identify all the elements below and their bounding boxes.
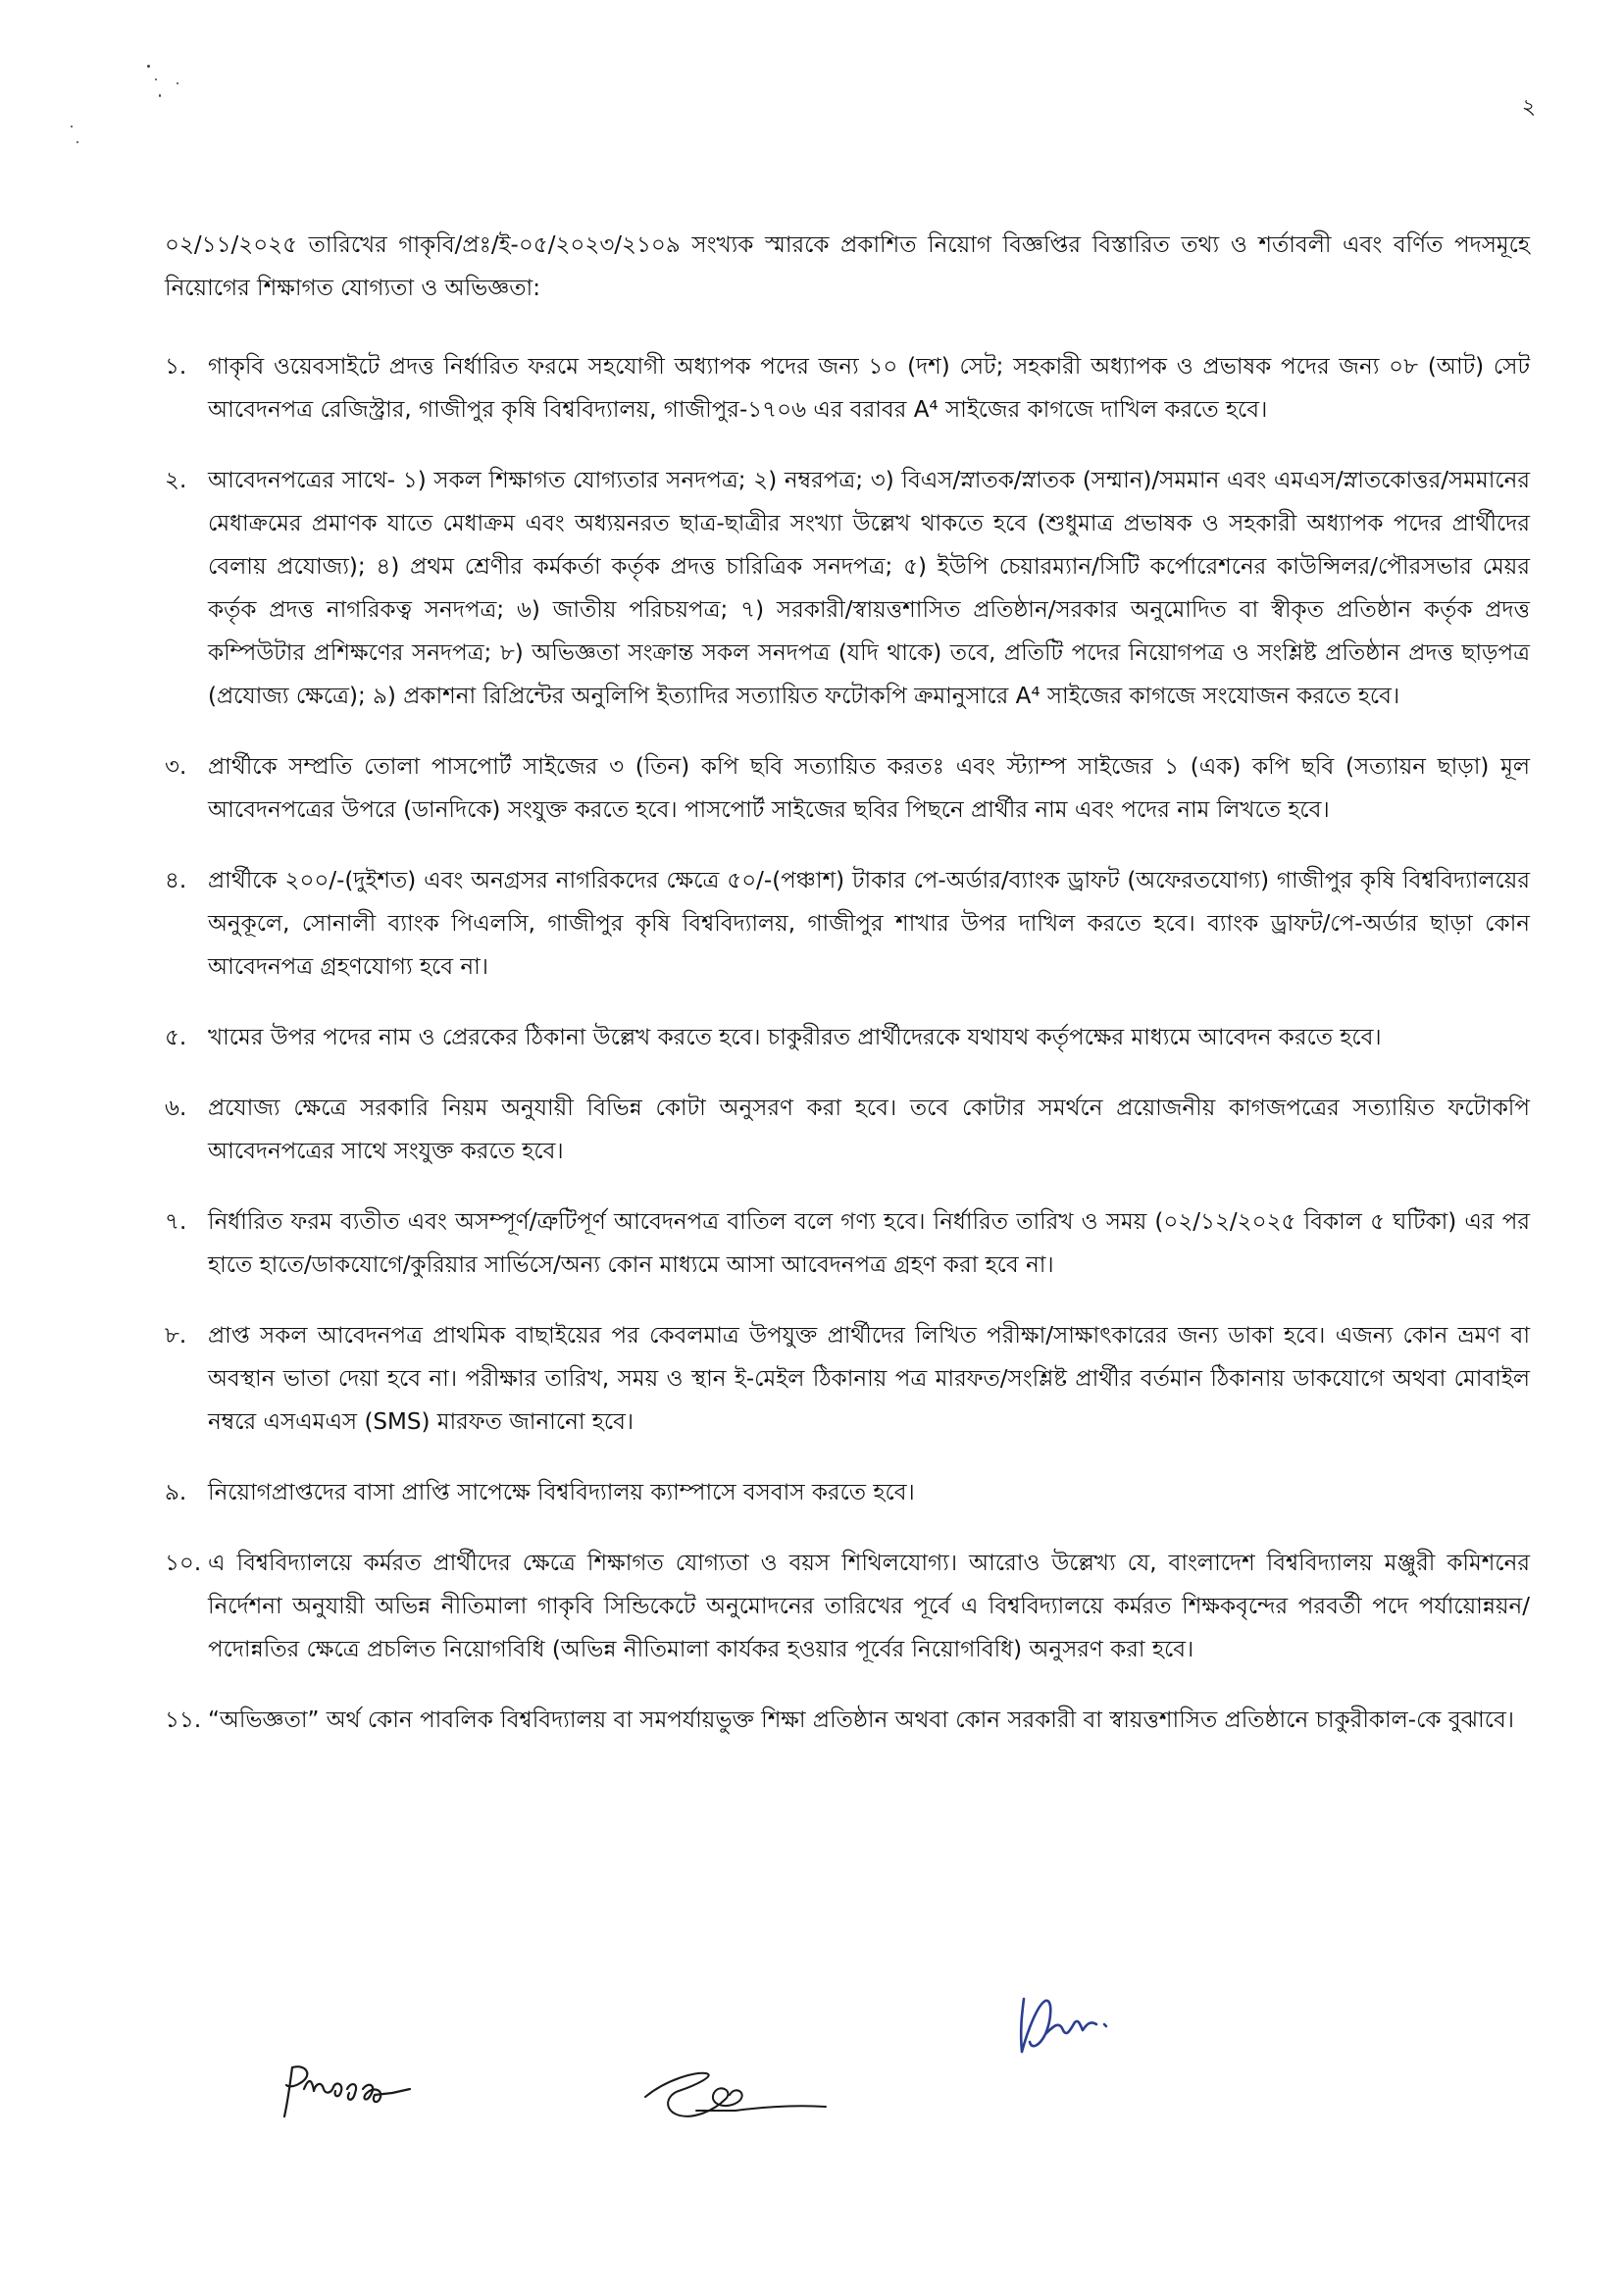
document-body <box>165 224 1530 1769</box>
list-item <box>165 345 1530 432</box>
item-number: ৬. <box>165 1096 187 1121</box>
list-item <box>165 745 1530 832</box>
item-text: “অভিজ্ঞতা” অর্থ কোন পাবলিক বিশ্ববিদ্যালয় বা সমপর্যায়ভুক্ত শিক্ষা প্রতিষ্ঠান অথবা কোন সরকারী বা স্বায়ত্তশাসিত প্রতিষ্ঠানে চাকুরীকাল-কে বুঝাবে। <box>208 1708 1514 1733</box>
scan-speck <box>159 94 161 97</box>
item-number: ৮. <box>165 1323 187 1349</box>
scan-speck <box>155 78 157 80</box>
item-text: প্রার্থীকে সম্প্রতি তোলা পাসপোর্ট সাইজের ৩ (তিন) কপি ছবি সত্যায়িত করতঃ এবং স্ট্যাম্প সাইজের ১ (এক) কপি ছবি (সত্যায়ন ছাড়া) মূল আবেদনপত্রের উপরে (ডানদিকে) সংযুক্ত করতে হবে। পাসপোর্ট সাইজের ছবির পিছনে প্রার্থীর নাম এবং পদের নাম লিখতে হবে। <box>208 754 1530 823</box>
list-item <box>165 859 1530 989</box>
item-number: ৯. <box>165 1480 187 1505</box>
list-item <box>165 1314 1530 1444</box>
signature-center <box>637 2050 834 2128</box>
item-number: ১. <box>165 354 187 380</box>
scan-speck <box>76 141 78 143</box>
list-item <box>165 1542 1530 1671</box>
item-text: প্রার্থীকে ২০০/-(দুইশত) এবং অনগ্রসর নাগরিকদের ক্ষেত্রে ৫০/-(পঞ্চাশ) টাকার পে-অর্ডার/ব্যাংক ড্রাফট (অফেরতযোগ্য) গাজীপুর কৃষি বিশ্ববিদ্যালয়ের অনুকূলে, সোনালী ব্যাংক পিএলসি, গাজীপুর কৃষি বিশ্ববিদ্যালয়, গাজীপুর শাখার উপর দাখিল করতে হবে। ব্যাংক ড্রাফট/পে-অর্ডার ছাড়া কোন আবেদনপত্র গ্রহণযোগ্য হবে না। <box>208 868 1530 980</box>
signature-right <box>1010 1991 1118 2069</box>
signature-left <box>275 2060 422 2128</box>
item-text: এ বিশ্ববিদ্যালয়ে কর্মরত প্রার্থীদের ক্ষেত্রে শিক্ষাগত যোগ্যতা ও বয়স শিথিলযোগ্য। আরোও উল্লেখ্য যে, বাংলাদেশ বিশ্ববিদ্যালয় মঞ্জুরী কমিশনের নির্দেশনা অনুযায়ী অভিন্ন নীতিমালা গাকৃবি সিন্ডিকেটে অনুমোদনের তারিখের পূর্বে এ বিশ্ববিদ্যালয়ে কর্মরত শিক্ষকবৃন্দের পরবর্তী পদে পর্যায়োন্নয়ন/পদোন্নতির ক্ষেত্রে প্রচলিত নিয়োগবিধি (অভিন্ন নীতিমালা কার্যকর হওয়ার পূর্বের নিয়োগবিধি) অনুসরণ করা হবে। <box>208 1551 1530 1662</box>
list-item <box>165 459 1530 718</box>
list-item <box>165 1087 1530 1173</box>
list-item <box>165 1016 1530 1059</box>
page-number: ২ <box>1521 95 1536 120</box>
signature-area <box>0 1962 1624 2177</box>
item-number: ৪. <box>165 868 187 893</box>
scan-speck <box>177 82 178 84</box>
item-number: ৭. <box>165 1209 187 1235</box>
list-item <box>165 1200 1530 1287</box>
item-number: ১০. <box>165 1551 202 1576</box>
item-number: ১১. <box>165 1708 202 1733</box>
item-text: নিয়োগপ্রাপ্তদের বাসা প্রাপ্তি সাপেক্ষে বিশ্ববিদ্যালয় ক্যাম্পাসে বসবাস করতে হবে। <box>208 1480 915 1505</box>
item-text: গাকৃবি ওয়েবসাইটে প্রদত্ত নির্ধারিত ফরমে সহযোগী অধ্যাপক পদের জন্য ১০ (দশ) সেট; সহকারী অধ্যাপক ও প্রভাষক পদের জন্য ০৮ (আট) সেট আবেদনপত্র রেজিস্ট্রার, গাজীপুর কৃষি বিশ্ববিদ্যালয়, গাজীপুর-১৭০৬ এর বরাবর A⁴ সাইজের কাগজে দাখিল করতে হবে। <box>208 354 1530 423</box>
item-text: আবেদনপত্রের সাথে- ১) সকল শিক্ষাগত যোগ্যতার সনদপত্র; ২) নম্বরপত্র; ৩) বিএস/স্নাতক/স্নাতক (সম্মান)/সমমান এবং এমএস/স্নাতকোত্তর/সমমানের মেধাক্রমের প্রমাণক যাতে মেধাক্রম এবং অধ্যয়নরত ছাত্র-ছাত্রীর সংখ্যা উল্লেখ থাকতে হবে (শুধুমাত্র প্রভাষক ও সহকারী অধ্যাপক পদের প্রার্থীদের বেলায় প্রযোজ্য); ৪) প্রথম শ্রেণীর কর্মকর্তা কর্তৃক প্রদত্ত চারিত্রিক সনদপত্র; ৫) ইউপি চেয়ারম্যান/সিটি কর্পোরেশনের কাউন্সিলর/পৌরসভার মেয়র কর্তৃক প্রদত্ত নাগরিকত্ব সনদপত্র; ৬) জাতীয় পরিচয়পত্র; ৭) সরকারী/স্বায়ত্তশাসিত প্রতিষ্ঠান/সরকার অনুমোদিত বা স্বীকৃত প্রতিষ্ঠান কর্তৃক প্রদত্ত কম্পিউটার প্রশিক্ষণের সনদপত্র; ৮) অভিজ্ঞতা সংক্রান্ত সকল সনদপত্র (যদি থাকে) তবে, প্রতিটি পদের নিয়োগপত্র ও সংশ্লিষ্ট প্রতিষ্ঠান প্রদত্ত ছাড়পত্র (প্রযোজ্য ক্ষেত্রে); ৯) প্রকাশনা রিপ্রিন্টের অনুলিপি ইত্যাদির সত্যায়িত ফটোকপি ক্রমানুসারে A⁴ সাইজের কাগজে সংযোজন করতে হবে। <box>208 468 1530 709</box>
list-item <box>165 1471 1530 1514</box>
item-number: ২. <box>165 468 187 493</box>
scan-speck <box>147 65 150 68</box>
item-text: প্রযোজ্য ক্ষেত্রে সরকারি নিয়ম অনুযায়ী বিভিন্ন কোটা অনুসরণ করা হবে। তবে কোটার সমর্থনে প্রয়োজনীয় কাগজপত্রের সত্যায়িত ফটোকপি আবেদনপত্রের সাথে সংযুক্ত করতে হবে। <box>208 1096 1530 1164</box>
item-text: প্রাপ্ত সকল আবেদনপত্র প্রাথমিক বাছাইয়ের পর কেবলমাত্র উপযুক্ত প্রার্থীদের লিখিত পরীক্ষা/সাক্ষাৎকারের জন্য ডাকা হবে। এজন্য কোন ভ্রমণ বা অবস্থান ভাতা দেয়া হবে না। পরীক্ষার তারিখ, সময় ও স্থান ই-মেইল ঠিকানায় পত্র মারফত/সংশ্লিষ্ট প্রার্থীর বর্তমান ঠিকানায় ডাকযোগে অথবা মোবাইল নম্বরে এসএমএস (SMS) মারফত জানানো হবে। <box>208 1323 1530 1435</box>
item-number: ৫. <box>165 1025 187 1050</box>
item-number: ৩. <box>165 754 187 780</box>
item-text: নির্ধারিত ফরম ব্যতীত এবং অসম্পূর্ণ/ত্রুটিপূর্ণ আবেদনপত্র বাতিল বলে গণ্য হবে। নির্ধারিত তারিখ ও সময় (০২/১২/২০২৫ বিকাল ৫ ঘটিকা) এর পর হাতে হাতে/ডাকযোগে/কুরিয়ার সার্ভিসে/অন্য কোন মাধ্যমে আসা আবেদনপত্র গ্রহণ করা হবে না। <box>208 1209 1530 1278</box>
list-item <box>165 1699 1530 1742</box>
item-text: খামের উপর পদের নাম ও প্রেরকের ঠিকানা উল্লেখ করতে হবে। চাকুরীরত প্রার্থীদেরকে যথাযথ কর্তৃপক্ষের মাধ্যমে আবেদন করতে হবে। <box>208 1025 1382 1050</box>
scan-speck <box>71 126 73 127</box>
intro-paragraph: ০২/১১/২০২৫ তারিখের গাকৃবি/প্রঃ/ই-০৫/২০২৩/২১০৯ সংখ্যক স্মারকে প্রকাশিত নিয়োগ বিজ্ঞপ্তির বিস্তারিত তথ্য ও শর্তাবলী এবং বর্ণিত পদসমূহে নিয়োগের শিক্ষাগত যোগ্যতা ও অভিজ্ঞতা: <box>165 232 1530 301</box>
